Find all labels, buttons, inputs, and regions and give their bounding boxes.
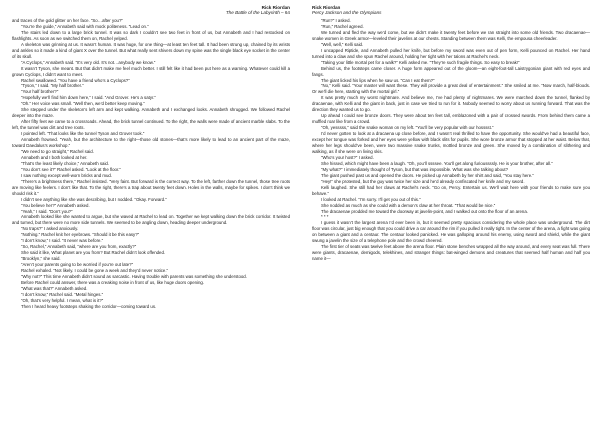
paragraph: “So, Rachel,” Annabeth said, “where are you from, exactly?” <box>21 244 137 250</box>
paragraph: She said it like, What planet are you from? But Rachel didn’t look offended. <box>21 250 166 256</box>
paragraph: “No traps?” I asked anxiously. <box>21 226 79 232</box>
paragraph: Behind us, the footsteps came closer. A huge form appeared out of the gloom—an eight-foot-tall Laistrygonian giant with red eyes and fangs. <box>312 65 590 77</box>
paragraph: I saw nothing except well-worn bricks and mud. <box>21 172 113 178</box>
right-running-head <box>312 5 590 16</box>
paragraph: Rachel exhaled. “Not likely. I could be gone a week and they’d never notice.” <box>21 268 168 274</box>
paragraph: “Run,” Rachel agreed. <box>321 23 364 29</box>
paragraph: Up ahead I could see bronze doors. They were about ten feet tall, emblazoned with a pair of crossed swords. From behind them came a muffled roar like from a crowd. <box>312 113 590 125</box>
paragraph: “Hopefully we’ll find him down here,” I said. “And Grover. He’s a satyr.” <box>21 95 156 101</box>
paragraph: I guess it wasn’t the largest arena I’d ever been in, but it seemed pretty spacious considering the whole place was underground. The dirt floor was circular, just big enough that you could drive a car around the rim if you pulled it really tight. In the center of the arena, a fight was going on between a giant and a centaur. The centaur looked panicked. He was galloping around his enemy, using sword and shield, while the giant swung a javelin the size of a telephone pole and the crowd cheered. <box>312 220 590 244</box>
paragraph: “There’s a brightness there,” Rachel insisted. “Very faint. But forward is the correct way. To the left, farther down the tunnel, those tree roots are moving like feelers. I don’t like that. To the right, there’s a trap about twenty feet down. Holes in the walls, maybe for spikes. I don’t think we should risk it.” <box>12 178 290 196</box>
paragraph: “We need to go straight,” Rachel said. <box>21 148 94 154</box>
paragraph: “Hey!” she protested, but the guy was twice her size and he’d already confiscated her knife and my sword. <box>321 178 525 184</box>
right-page <box>300 0 600 424</box>
paragraph: “That’s the least likely choice,” Annabeth said. <box>21 160 110 166</box>
paragraph: After fifty feet we came to a crossroads. Ahead, the brick tunnel continued. To the right, the walls were made of ancient marble slabs. To the left, the tunnel was dirt and tree roots. <box>12 119 290 131</box>
paragraph: “Your half brother?” <box>21 89 59 95</box>
paragraph: “A Cyclops,” Annabeth said. “It’s very old. It’s not…anybody we know.” <box>21 59 156 65</box>
paragraph: and traces of the gold glitter on her face. “So…after you?” <box>12 18 123 23</box>
paragraph: The stairs led down to a large brick tunnel. It was so dark I couldn’t see two feet in front of us, but Annabeth and I had restocked on flashlights. As soon as we switched them on, Rachel yelped. <box>12 29 290 41</box>
paragraph: I’d never gotten to look at a dracaena up close before, and I wasn’t real thrilled to have the opportunity. She would’ve had a beautiful face, except her tongue was forked and her eyes were yellow with black slits for pupils. She wore bronze armor that stopped at her waist. Below that, where her legs should’ve been, were two massive snake trunks, mottled bronze and green. She moved by a combination of slithering and walking, as if she were on living skis. <box>312 131 590 154</box>
paragraph: I didn’t see anything like she was describing, but I nodded. “Okay. Forward.” <box>21 196 167 202</box>
paragraph: “Who’s your host?” I asked. <box>321 154 374 160</box>
paragraph: “Oh.” Her voice was small. “Well then, we’d better keep moving.” <box>21 101 145 107</box>
left-running-head <box>12 5 290 16</box>
paragraph: “Nothing.” Rachel knit her eyebrows. “Should it be this easy?” <box>21 232 140 238</box>
paragraph: Annabeth and I both looked at her. <box>21 154 88 160</box>
left-header-author: Rick Riordan <box>261 5 290 10</box>
paragraph: Annabeth frowned. “Yeah, but the architecture to the right—those old stones—that’s more likely to lead to an ancient part of the maze, toward Daedalus’s workshop.” <box>12 137 290 149</box>
paragraph: * * * <box>321 214 329 220</box>
paragraph: “I don’t know,” I said. “It never was before.” <box>21 238 104 244</box>
paragraph: The giant pushed past us and opened the doors. He picked up Annabeth by her shirt and said, “You stay here.” <box>321 172 534 178</box>
paragraph: She stepped under the skeleton’s left arm and kept walking. Annabeth and I exchanged looks. Annabeth shrugged. We followed Rachel deeper into the maze. <box>12 107 290 119</box>
paragraph: Annabeth looked like she wanted to argue, but she waved at Rachel to lead on. Together we kept walking down the brick corridor. It twisted and turned, but there were no more side tunnels. We seemed to be angling down, heading deeper underground. <box>12 214 290 226</box>
right-body-text <box>312 18 590 262</box>
paragraph: Before Rachel could answer, there was a creaking noise in front of us, like huge doors opening. <box>21 279 205 285</box>
paragraph: The dracaenae prodded me toward the doorway at javelin-point, and I walked out onto the floor of an arena. <box>321 208 528 214</box>
paragraph: “Aren’t your parents going to be worried if you’re out late?” <box>21 262 134 268</box>
paragraph: “You don’t see it?” Rachel asked. “Look at the floor.” <box>21 166 121 172</box>
paragraph: The first tier of seats was twelve feet above the arena floor. Plain stone benches wrapped all the way around, and every seat was full. There were giants, dracaenae, demigods, telekhines, and stranger things: bat-winged demons and creatures that seemed half human and half you name it— <box>312 244 590 262</box>
paragraph: The giant licked his lips when he saw us. “Can I eat them?” <box>321 77 435 83</box>
paragraph: “No,” Kelli said. “Your master will want these. They will provide a great deal of entertainment.” She smiled at me. “Now march, half-bloods. Or we’ll die here, starting with the mortal girl.” <box>312 83 590 95</box>
paragraph: “Well, well,” Kelli said. <box>321 41 364 47</box>
paragraph: “Why not?” This time Annabeth didn’t sound as sarcastic. Having trouble with parents was something she understood. <box>21 273 247 279</box>
paragraph: Then I heard heavy footsteps shaking the corridor—coming toward us. <box>21 303 157 309</box>
paragraph: “Run?” I asked. <box>321 18 351 23</box>
paragraph: She hissed, which might have been a laugh. “Oh, you’ll ssssee. You’ll get along furioussssly. He is your brother, after all.” <box>321 160 553 166</box>
paragraph: It was pretty much my worst nightmare. And believe me, I’ve had plenty of nightmares. We were marched down the tunnel, flanked by dracaenae, with Kelli and the giant in back, just in case we tried to run for it. Nobody seemed to worry about us running forward. That was the direction they wanted us to go. <box>312 95 590 113</box>
paragraph: A skeleton was grinning at us. It wasn’t human. It was huge, for one thing—at least ten feet tall. It had been strung up, chained by its wrists and ankles so it made a kind of giant X over the tunnel. But what really sent shivers down my spine was the single black eye socket in the center of its skull. <box>12 41 290 59</box>
paragraph: “Brooklyn,” she said. <box>21 256 61 262</box>
paragraph: “Tyson,” I said. “My half brother.” <box>21 83 84 89</box>
paragraph: I uncapped Riptide, and Annabeth pulled her knife, but before my sword was even out of pen form, Kelli pounced on Rachel. Her hand turned into a claw and she spun Rachel around, holding her tight with her talons at Rachel’s neck. <box>312 47 590 59</box>
paragraph: “Oh, yesssss,” said the snake woman on my left. “You’ll be very popular with our hosssst.” <box>321 125 494 131</box>
paragraph: “Yeah,” I said. “Don’t you?” <box>21 208 73 214</box>
paragraph: It wasn’t Tyson, she meant. But that didn’t make me feel much better. I still felt like it had been put here as a warning. Whatever could kill a grown Cyclops, I didn’t want to meet. <box>12 65 290 77</box>
paragraph: “You believe her?” Annabeth asked. <box>21 202 90 208</box>
paragraph: I pointed left. “That looks like the tunnel Tyson and Grover took.” <box>21 131 145 137</box>
paragraph: Rachel swallowed. “You have a friend who’s a Cyclops?” <box>21 77 130 83</box>
paragraph: Kelli laughed. She still had her claws at Rachel’s neck. “Go on, Percy. Entertain us. We’ll wait here with your friends to make sure you behave.” <box>312 184 590 196</box>
paragraph: “Taking your little mortal pet for a walk?” Kelli asked me. “They’re such fragile things. So easy to break!” <box>321 59 520 65</box>
right-header-author: Rick Riordan <box>312 5 341 10</box>
paragraph: She nodded as much as she could with a demon’s claw at her throat. “That would be nice.” <box>321 202 496 208</box>
right-header-book-title: Percy Jackson and the Olympians <box>312 10 382 16</box>
paragraph: “What was that?” Annabeth asked. <box>21 285 88 291</box>
paragraph: We turned and fled the way we’d come, but we didn’t make it twenty feet before we ran straight into some old friends. Two dracaenae—snake women in Greek armor—leveled their javelins at our chests. Standing between them was Kelli, the empousa cheerleader. <box>312 29 590 41</box>
paragraph: “My what?” I immediately thought of Tyson, but that was impossible. What was she talking about? <box>321 166 509 172</box>
left-header-separator: – <box>279 10 285 16</box>
paragraph: “You’re the guide,” Annabeth said with mock politeness. “Lead on.” <box>21 23 149 29</box>
left-header-book-title: The Battle of the Labyrinth <box>225 10 280 16</box>
left-body-text <box>12 18 290 310</box>
paragraph: “I don’t know,” Rachel said. “Metal hinges.” <box>21 291 104 297</box>
paragraph: I looked at Rachel. “I’m sorry. I’ll get you out of this.” <box>321 196 421 202</box>
paragraph: “Oh, that’s very helpful. I mean, what is it?” <box>21 297 104 303</box>
left-page-number: 64 <box>284 10 290 16</box>
